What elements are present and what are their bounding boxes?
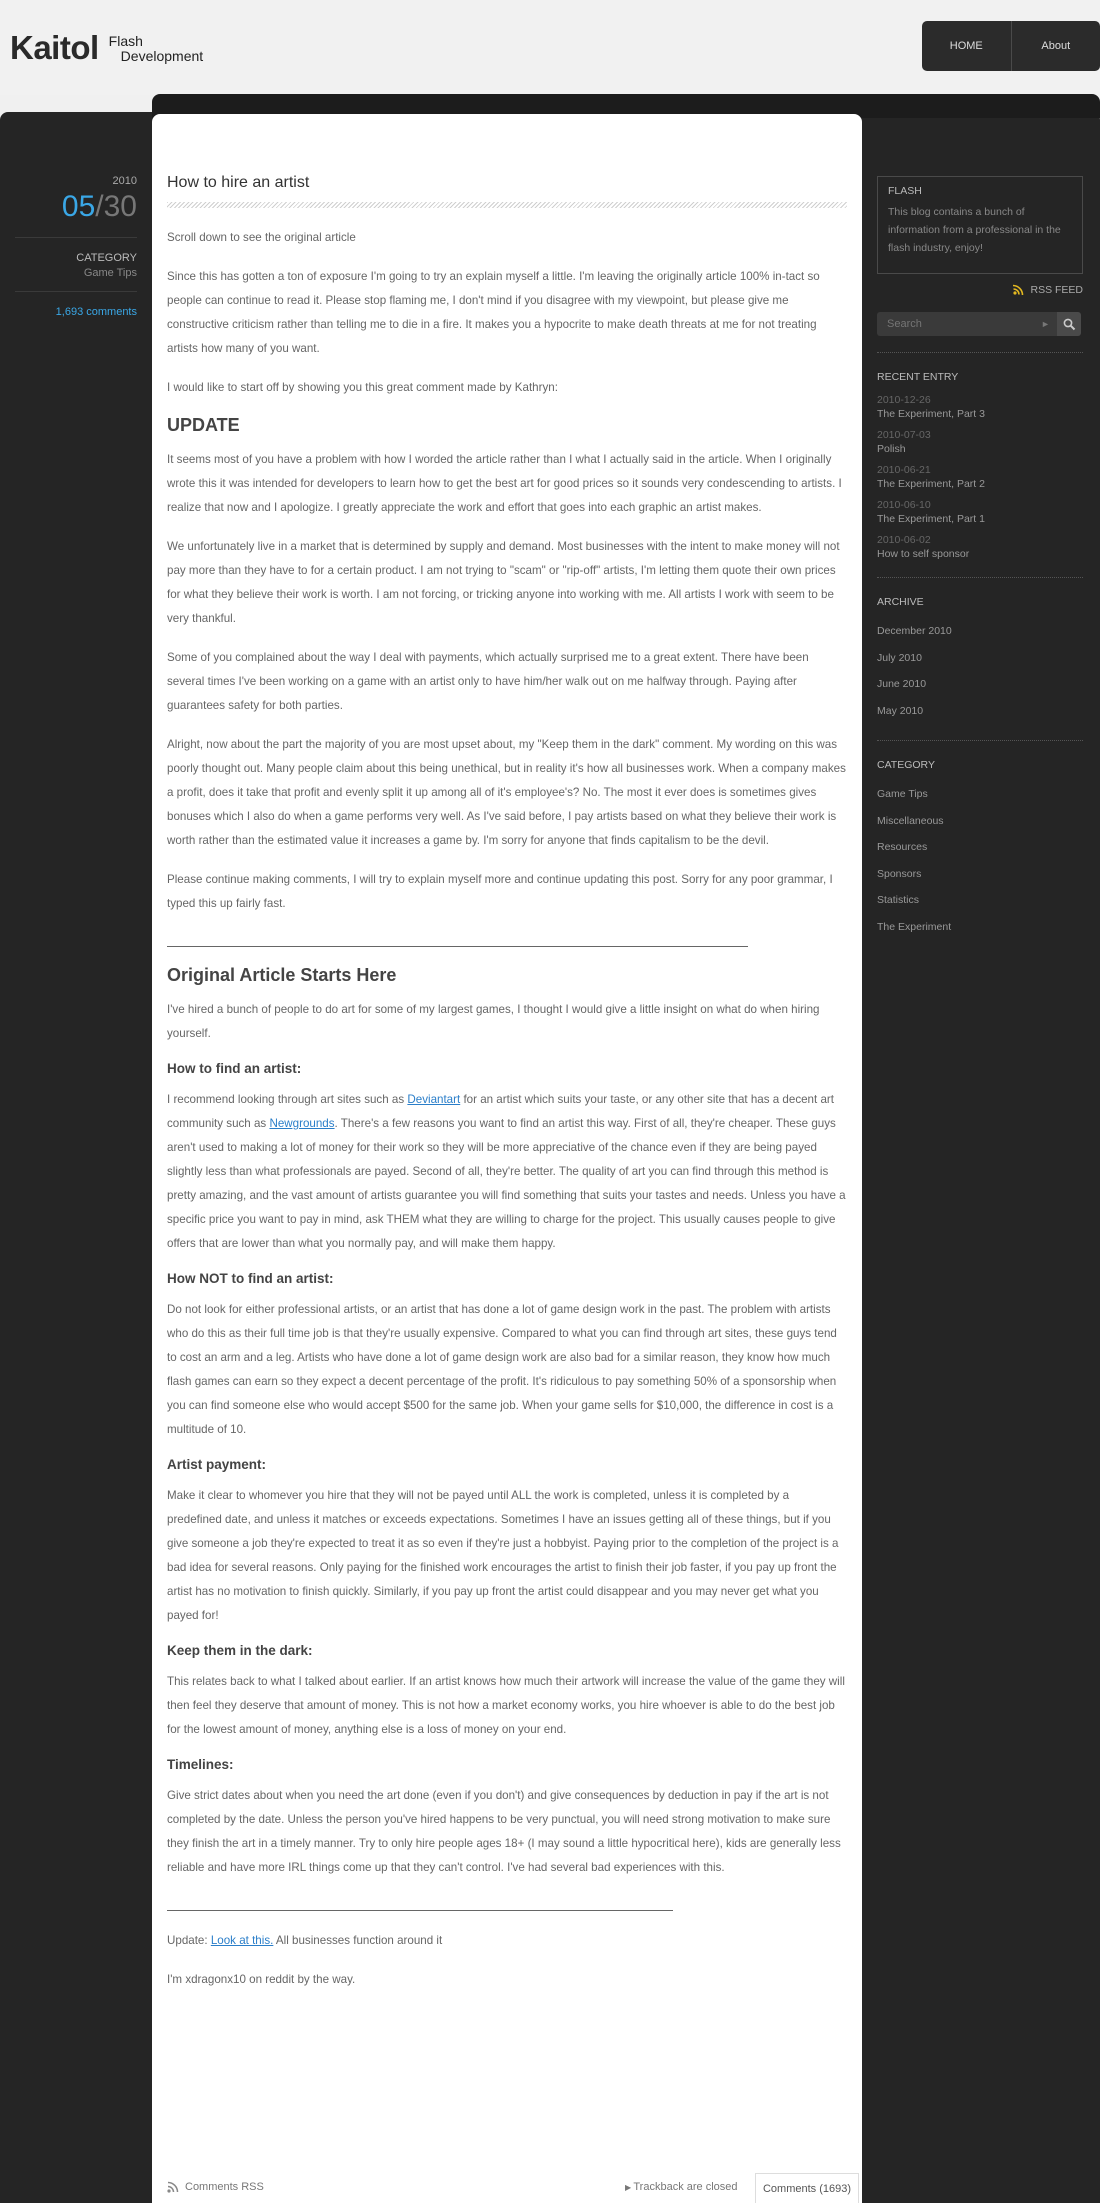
heading-update: UPDATE [167, 415, 240, 435]
rss-feed-label: RSS FEED [1030, 284, 1083, 296]
paragraph: This relates back to what I talked about earlier. If an artist knows how much their artwork will increase the value of the game they will then feel they deserve that amount of money. This is not how a market economy works, you hire whoever is able to do the best job for the lowest amount of money, anything else is a loss of money on your end. [167, 1675, 845, 1736]
paragraph: Some of you complained about the way I deal with payments, which actually surprised me to a great extent. There have been several times I've been working on a game with an artist only to have him/her walk out on me halfway through. Paying after guarantees safety for both parties. [167, 651, 809, 712]
title-stripe [167, 202, 847, 208]
category-link[interactable]: Sponsors [877, 867, 922, 880]
paragraph: We unfortunately live in a market that is determined by supply and demand. Most businesses with the intent to make money will not pay more than they have to for a certain product. I am not trying to "scam" or "rip-off" artists, I'm letting them quote their own prices for what they believe their work is worth. I am not forcing, or tricking anyone into working with me. All artists I work with seem to be very thankful. [167, 540, 840, 625]
heading-dark: Keep them in the dark: [167, 1643, 313, 1658]
paragraph: I've hired a bunch of people to do art for some of my largest games, I thought I would give a little insight on what do when hiring yourself. [167, 1003, 820, 1040]
recent-entry[interactable] [877, 498, 1083, 526]
paragraph: Please continue making comments, I will try to explain myself more and continue updating this post. Sorry for any poor grammar, I typed this up fairly fast. [167, 873, 833, 910]
sidebar-divider [877, 577, 1083, 578]
recent-title: Polish [877, 443, 906, 455]
comments-rss-link[interactable] [167, 2181, 264, 2193]
archive-heading: ARCHIVE [877, 596, 924, 608]
horizontal-rule [167, 1910, 673, 1911]
category-heading: CATEGORY [877, 759, 935, 771]
flash-text: This blog contains a bunch of information from a professional in the flash industry, enjoy! [888, 206, 1061, 254]
category-link[interactable]: The Experiment [877, 920, 952, 933]
post-day: /30 [95, 190, 137, 223]
search-input[interactable] [877, 312, 1057, 336]
look-at-this-link[interactable]: Look at this. [210, 1934, 274, 1947]
text-span: Update: [167, 1934, 211, 1947]
rss-feed-link[interactable] [877, 284, 1083, 296]
logo-sub [109, 34, 204, 64]
heading-payment: Artist payment: [167, 1457, 267, 1472]
paragraph: It seems most of you have a problem with how I worded the article rather than I what I actually said in the article. When I originally wrote this it was intended for developers to learn how to get the best art for good prices so it sounds very condescending to artists. I realize that now and I apologize. I greatly appreciate the work and effort that goes into each graphic an artist makes. [167, 453, 842, 514]
recent-title: The Experiment, Part 2 [877, 478, 985, 490]
rss-icon [1012, 284, 1024, 296]
category-link[interactable]: Resources [877, 841, 928, 853]
recent-heading: RECENT ENTRY [877, 371, 959, 383]
category-link[interactable]: Statistics [877, 894, 920, 906]
recent-date: 2010-06-21 [877, 464, 931, 476]
recent-list [877, 393, 1083, 561]
search-icon [1063, 318, 1076, 331]
category-link[interactable]: Game Tips [877, 788, 928, 800]
post-title: How to hire an artist [167, 174, 310, 191]
archive-list [877, 618, 1083, 724]
post-content [152, 114, 862, 2203]
recent-entry[interactable] [877, 393, 1083, 421]
post-footer [167, 2173, 852, 2203]
logo-sub-line2: Development [120, 48, 204, 64]
archive-link[interactable]: July 2010 [877, 651, 922, 664]
comments-rss-label: Comments RSS [185, 2181, 264, 2193]
meta-category-link[interactable]: Game Tips [83, 267, 137, 279]
paragraph: Scroll down to see the original article [167, 231, 356, 244]
logo-main: Kaitol [10, 29, 99, 66]
nav-about[interactable]: About [1041, 40, 1071, 52]
paragraph: Give strict dates about when you need the art done (even if you don't) and give consequences by deduction in pay if the art is not completed by the date. Unless the person you've hired happens to be very punctual, you will need strong motivation to make sure they finish the art in a timely manner. Try to only hire people ages 18+ (I may sound a little hypocritical here), kids are generally less reliable and have more IRL things come up that they can't control. I've had several bad experiences with this. [167, 1789, 841, 1874]
category-list [877, 781, 1083, 940]
site-logo[interactable] [10, 30, 203, 66]
flash-box [877, 176, 1083, 274]
text-span: for an artist which suits your taste, or any other site that has a decent art community such as [167, 1093, 834, 1130]
post-year: 2010 [112, 175, 137, 187]
meta-divider [15, 291, 137, 292]
paragraph: Do not look for either professional artists, or an artist that has done a lot of game design work in the past. The problem with artists who do this as their full time job is that they're usually expensive. Compared to what you can find through art sites, these guys tend to cost an arm and a leg. Artists who have done a lot of game design work are also bad for a similar reason, they know how much flash games can earn so they expect a decent percentage of the profit. It's ridiculous to pay something 50% of a sponsorship when you can find someone else who would accept $500 for the same job. When your game sells for $10,000, the difference in cost is a multitude of 10. [167, 1303, 837, 1436]
recent-title: The Experiment, Part 3 [877, 408, 985, 420]
meta-comments-link[interactable]: 1,693 comments [55, 306, 137, 318]
paragraph: I'm xdragonx10 on reddit by the way. [167, 1973, 356, 1986]
archive-link[interactable]: June 2010 [877, 678, 927, 690]
site-header [0, 0, 1100, 95]
recent-title: The Experiment, Part 1 [877, 513, 985, 525]
post-date [15, 189, 137, 225]
heading-not-find: How NOT to find an artist: [167, 1271, 334, 1286]
nav-home[interactable]: HOME [949, 40, 983, 52]
search-button[interactable] [1057, 312, 1081, 336]
post-month: 05 [61, 190, 96, 223]
paragraph: Make it clear to whomever you hire that they will not be payed until ALL the work is completed, unless it is completed by a predefined date, and unless it matches or exceeds expectations. Sometimes I have an issues getting all of these things, but if you give someone a job they're expected to treat it as so even if they're just a hobbyist. Paying prior to the completion of the project is a bad idea for several reasons. Only paying for the finished work encourages the artist to finish their job faster, if you pay up front the artist has no motivation to finish quickly. Similarly, if you pay up front the artist could disappear and you may never get what you payed for! [167, 1489, 839, 1622]
logo-sub-line1: Flash [108, 33, 143, 49]
archive-link[interactable]: December 2010 [877, 625, 952, 637]
recent-entry[interactable] [877, 428, 1083, 456]
archive-link[interactable]: May 2010 [877, 704, 924, 717]
meta-category-heading: CATEGORY [76, 252, 137, 264]
sidebar-divider [877, 740, 1083, 741]
heading-timelines: Timelines: [167, 1757, 234, 1772]
comments-tab[interactable]: Comments (1693) [755, 2173, 859, 2203]
trackback-status [625, 2181, 738, 2193]
flash-heading: FLASH [888, 185, 922, 197]
search-form [877, 312, 1083, 336]
category-link[interactable]: Miscellaneous [877, 814, 944, 827]
top-nav [922, 21, 1100, 71]
heading-find-artist: How to find an artist: [167, 1061, 302, 1076]
recent-date: 2010-06-10 [877, 499, 931, 511]
recent-date: 2010-07-03 [877, 429, 931, 441]
text-span: . There's a few reasons you want to find an artist this way. First of all, they're cheaper. These guys aren't used to making a lot of money for their work so they will be more appreciative of the chance even if they are being payed slightly less than what professionals are payed. Second of all, they're better. The quality of art you can find through this method is pretty amazing, and the vast amount of artists guarantee you will find something that suits your tastes and needs. Unless you have a specific price you want to pay in mind, ask THEM what they are willing to charge for the project. This usually causes people to give offers that are lower than what you normally pay, and will make them happy. [167, 1117, 846, 1250]
search-arrow-icon: ► [1041, 319, 1050, 329]
meta-divider [15, 237, 137, 238]
deviantart-link[interactable]: Deviantart [407, 1093, 461, 1106]
sidebar-divider [877, 352, 1083, 353]
trackback-label: Trackback are closed [633, 2181, 738, 2193]
text-span: All businesses function around it [273, 1934, 443, 1947]
recent-title: How to self sponsor [877, 548, 970, 560]
recent-date: 2010-12-26 [877, 394, 931, 406]
text-span: I recommend looking through art sites such as [167, 1093, 408, 1106]
sidebar [877, 176, 1083, 940]
paragraph: Alright, now about the part the majority of you are most upset about, my "Keep them in the dark" comment. My wording on this was poorly thought out. Many people claim about this being unethical, but in reality it's how all businesses work. When a company makes a profit, does it take that profit and evenly split it up among all of it's employee's? No. The most it ever does is sometimes gives bonuses which I also do when a game performs very well. As I've said before, I pay artists based on what they believe their work is worth rather than the estimated value it increases a game by. I'm sorry for anyone that finds capitalism to be the devil. [167, 738, 846, 847]
paragraph: I would like to start off by showing you this great comment made by Kathryn: [167, 381, 558, 394]
recent-entry[interactable] [877, 463, 1083, 491]
paragraph [167, 1088, 847, 1256]
heading-original: Original Article Starts Here [167, 965, 397, 985]
recent-entry[interactable] [877, 533, 1083, 561]
horizontal-rule [167, 946, 748, 947]
recent-date: 2010-06-02 [877, 534, 931, 546]
rss-icon [167, 2181, 179, 2193]
newgrounds-link[interactable]: Newgrounds [269, 1117, 335, 1130]
paragraph: Since this has gotten a ton of exposure I'm going to try an explain myself a little. I'm leaving the originally article 100% in-tact so people can continue to read it. Please stop flaming me, I don't mind if you disagree with my viewpoint, but please give me constructive criticism rather than telling me to die in a fire. It makes you a hypocrite to make death threats at me for not treating artists how many of you want. [167, 270, 820, 355]
paragraph [167, 1929, 847, 1953]
post-meta [15, 175, 137, 318]
triangle-icon: ▶ [625, 2183, 634, 2192]
